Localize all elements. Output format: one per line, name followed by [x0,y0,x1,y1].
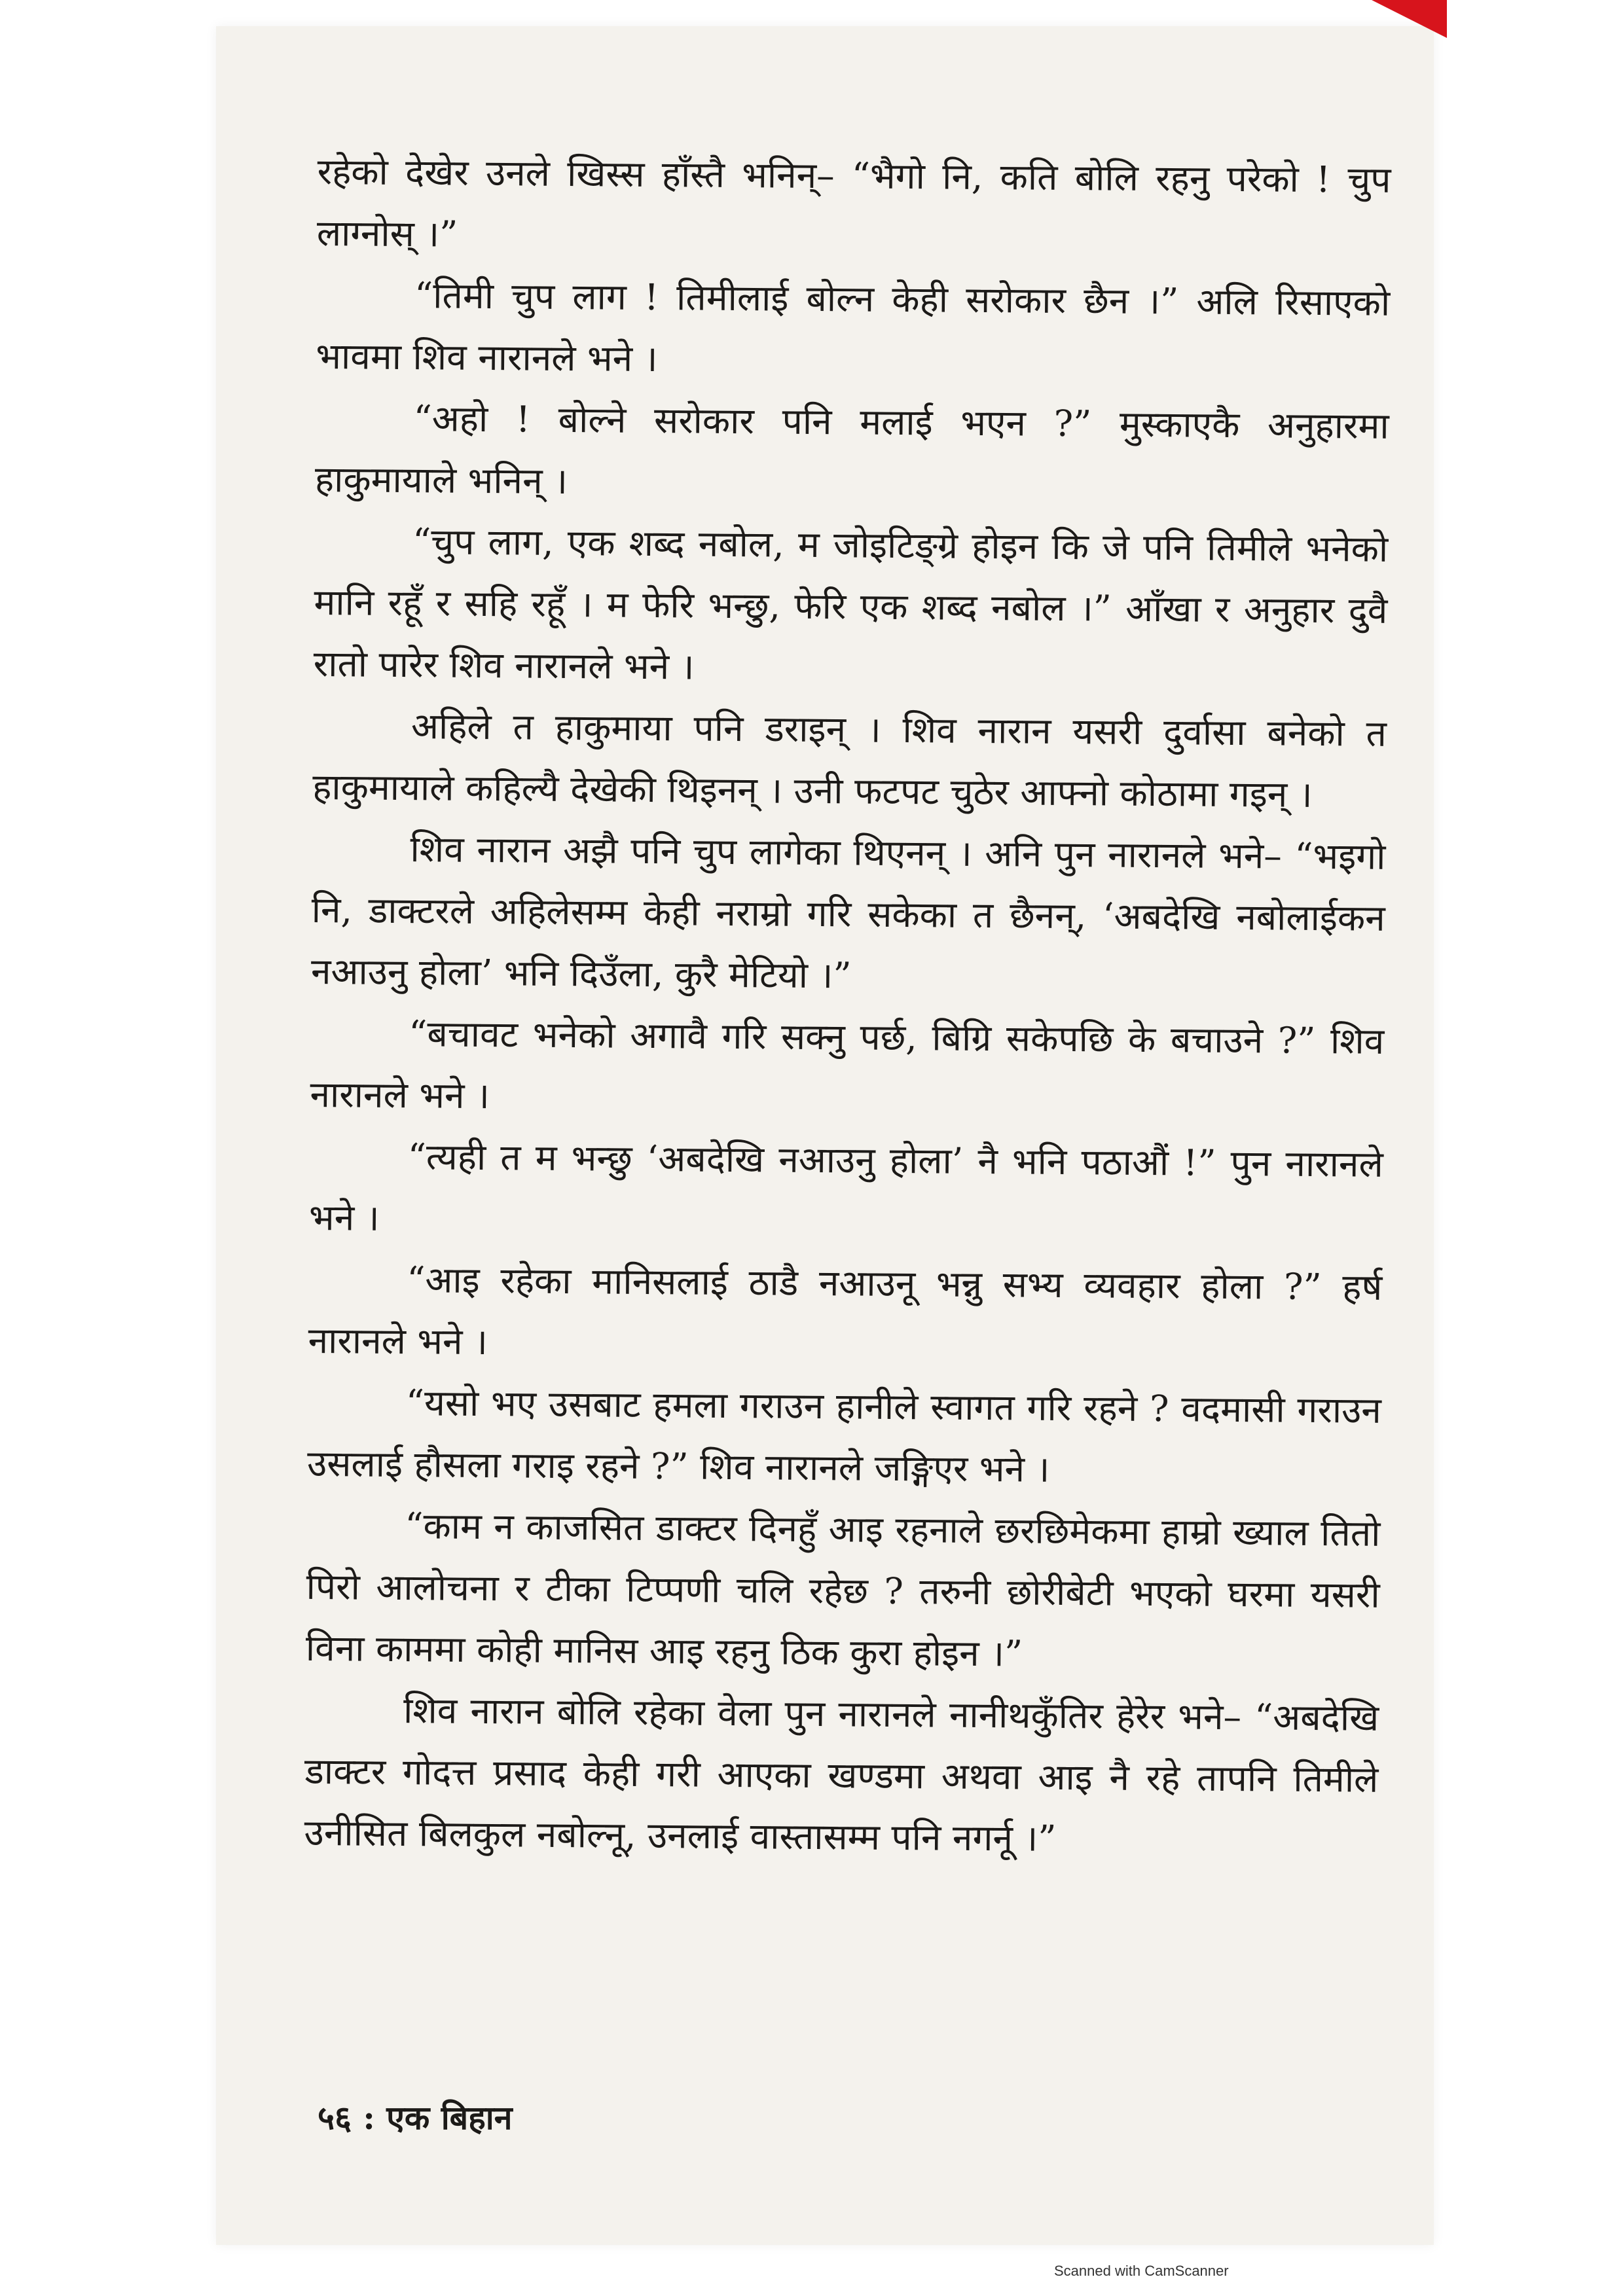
paragraph: अहिले त हाकुमाया पनि डराइन् । शिव नारान यसरी दुर्वासा बनेको त हाकुमायाले कहिल्यै देखेकी थिइनन् । उनी फटपट चुठेर आफ्नो कोठामा गइन् । [312,705,1387,816]
paragraph: “यसो भए उसबाट हमला गराउन हानीले स्वागत गरि रहने ? वदमासी गराउन उसलाई हौसला गराइ रहने ?” शिव नारानले जङ्गिएर भने । [306,1382,1382,1490]
paragraph: रहेको देखेर उनले खिस्स हाँस्तै भनिन्– “भैगो नि, कति बोलि रहनु परेको ! चुप लाग्नोस् ।” [316,150,1391,255]
paragraph: शिव नारान अझै पनि चुप लागेका थिएनन् । अनि पुन नारानले भने– “भइगो नि, डाक्टरले अहिलेसम्म केही नराम्रो गरि सकेका त छैनन्, ‘अबदेखि नबोलाईकन नआउनु होला’ भनि दिउँला, कुरै मेटियो ।” [310,828,1386,997]
paragraph: “अहो ! बोल्ने सरोकार पनि मलाई भएन ?” मुस्काएकै अनुहारमा हाकुमायाले भनिन् । [314,397,1389,503]
paragraph: “चुप लाग, एक शब्द नबोल, म जोइटिङ्ग्रे होइन कि जे पनि तिमीले भनेको मानि रहूँ र सहि रहूँ । म फेरि भन्छु, फेरि एक शब्द नबोल ।” आँखा र अनुहार दुवै रातो पारेर शिव नारानले भने । [313,520,1389,688]
paragraph: “बचावट भनेको अगावै गरि सक्नु पर्छ, बिग्रि सकेपछि के बचाउने ?” शिव नारानले भने । [310,1013,1385,1117]
paragraph: शिव नारान बोलि रहेका वेला पुन नारानले नानीथकुँतिर हेरेर भने– “अबदेखि डाक्टर गोदत्त प्रसाद केही गरी आएका खण्डमा अथवा आइ नै रहे तापनि तिमीले उनीसित बिलकुल नबोल्नू, उनलाई वास्तासम्म पनि नगर्नू ।” [304,1689,1379,1859]
paragraph: “त्यही त म भन्छु ‘अबदेखि नआउनु होला’ नै भनि पठाऔं !” पुन नारानले भने । [308,1136,1384,1239]
scanner-watermark: Scanned with CamScanner [1054,2263,1229,2279]
page-footer: ५६ : एक बिहान [318,2098,513,2137]
body-text [304,141,1391,1872]
paragraph: “आइ रहेका मानिसलाई ठाडै नआउनू भन्नु सभ्य व्यवहार होला ?” हर्ष नारानले भने । [308,1259,1383,1363]
paragraph: “काम न काजसित डाक्टर दिनहुँ आइ रहनाले छरछिमेकमा हाम्रो ख्याल तितो पिरो आलोचना र टीका टिप्पणी चलि रहेछ ? तरुनी छोरीबेटी भएको घरमा यसरी विना काममा कोही मानिस आइ रहनु ठिक कुरा होइन ।” [305,1505,1381,1675]
paragraph: “तिमी चुप लाग ! तिमीलाई बोल्न केही सरोकार छैन ।” अलि रिसाएको भावमा शिव नारानले भने । [316,274,1391,380]
